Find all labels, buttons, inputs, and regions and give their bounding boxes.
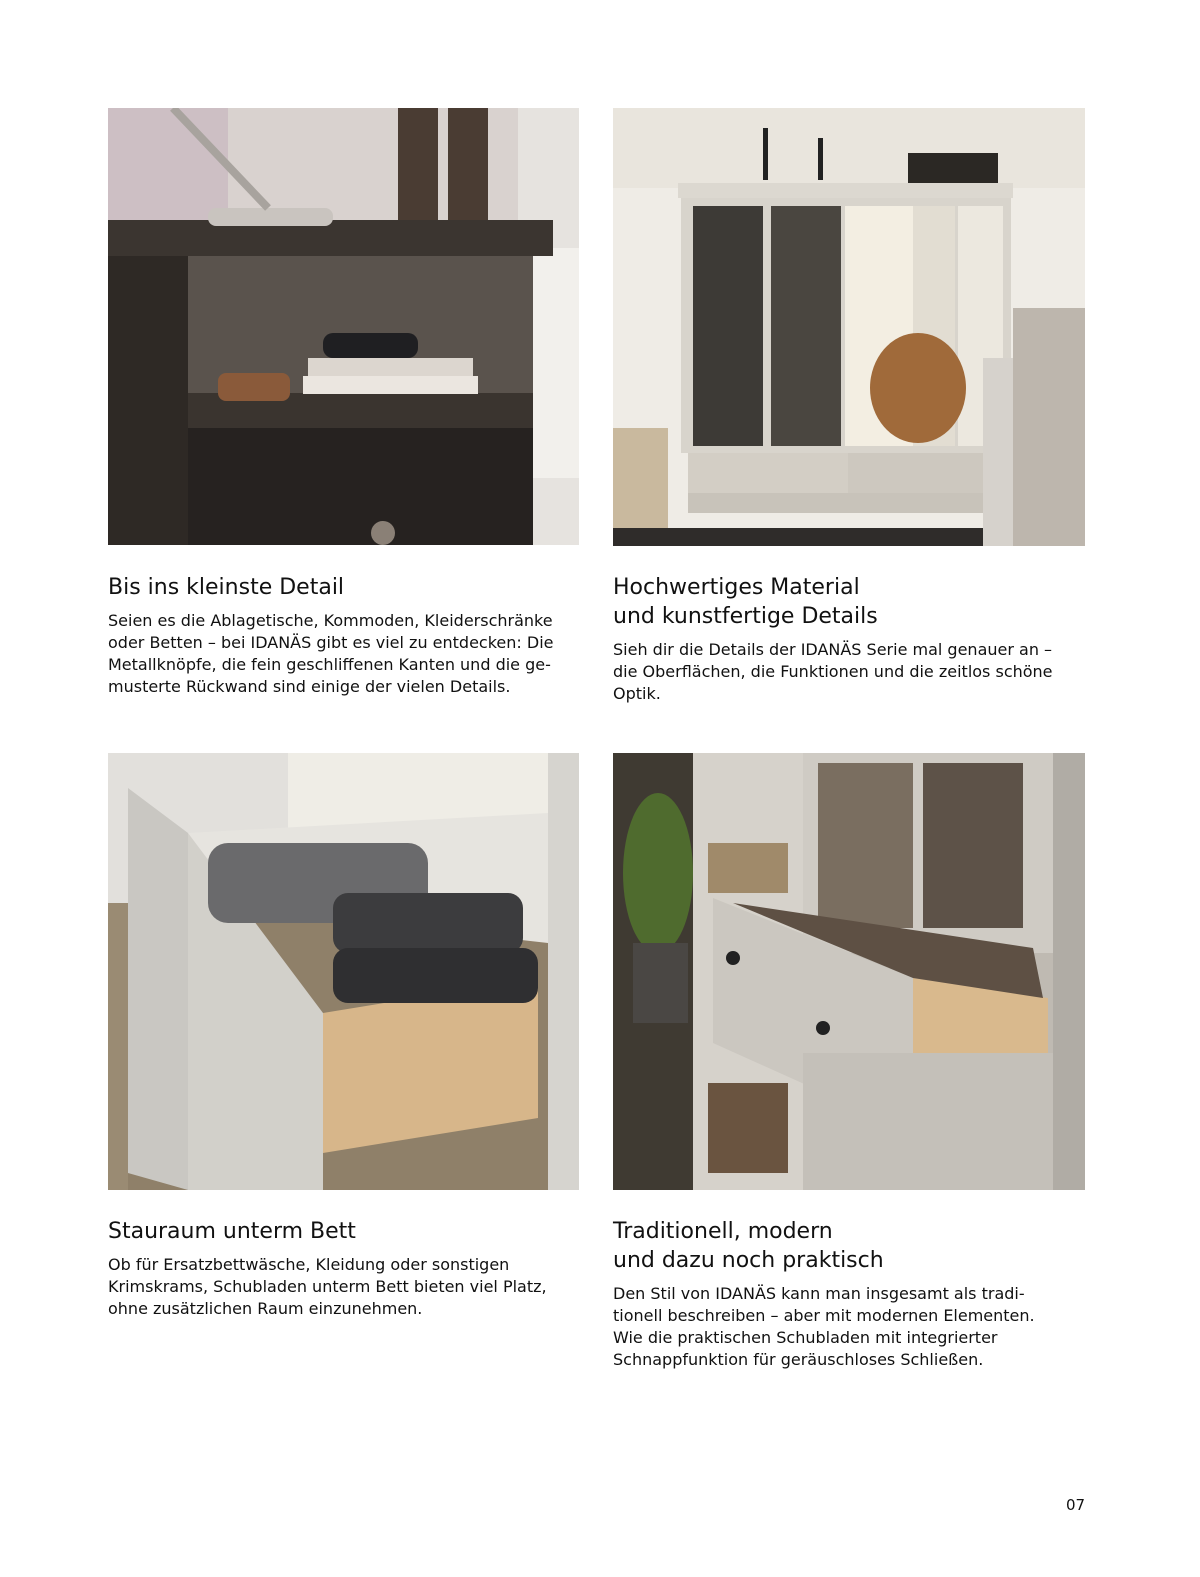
photo-bedside-table	[108, 108, 579, 545]
section-body: Den Stil von IDANÄS kann man insgesamt als tradi- tionell beschreiben – aber mit modernen Elementen. Wie die praktischen Schubladen mit integrierter Schnappfunktion für geräuschloses Schließen.	[613, 1284, 1035, 1369]
section-body: Ob für Ersatzbettwäsche, Kleidung oder sonstigen Krimskrams, Schubladen unterm Bett bieten viel Platz, ohne zusätzlichen Raum einzunehmen.	[108, 1255, 547, 1318]
section-title: Bis ins kleinste Detail	[108, 575, 345, 600]
photo-cabinet-drawer	[613, 753, 1085, 1190]
page-number: 07	[1066, 1496, 1086, 1514]
section-title: Stauraum unterm Bett	[108, 1219, 356, 1244]
section-body: Seien es die Ablagetische, Kommoden, Kleiderschränke oder Betten – bei IDANÄS gibt es viel zu entdecken: Die Metallknöpfe, die fein geschliffenen Kanten und die ge- musterte Rückwand sind einige der vielen Details.	[108, 611, 554, 696]
section-title: Hochwertiges Material und kunstfertige Details	[613, 575, 878, 629]
section-body: Sieh dir die Details der IDANÄS Serie mal genauer an – die Oberflächen, die Funktionen und die zeitlos schöne Optik.	[613, 640, 1053, 703]
section-traditional	[613, 1217, 1088, 1371]
section-title: Traditionell, modern und dazu noch praktisch	[613, 1219, 884, 1273]
photo-underbed-drawer	[108, 753, 579, 1190]
section-bedside	[108, 573, 583, 698]
section-storage	[108, 1217, 583, 1320]
photo-glass-cabinet	[613, 108, 1085, 546]
section-material	[613, 573, 1088, 705]
